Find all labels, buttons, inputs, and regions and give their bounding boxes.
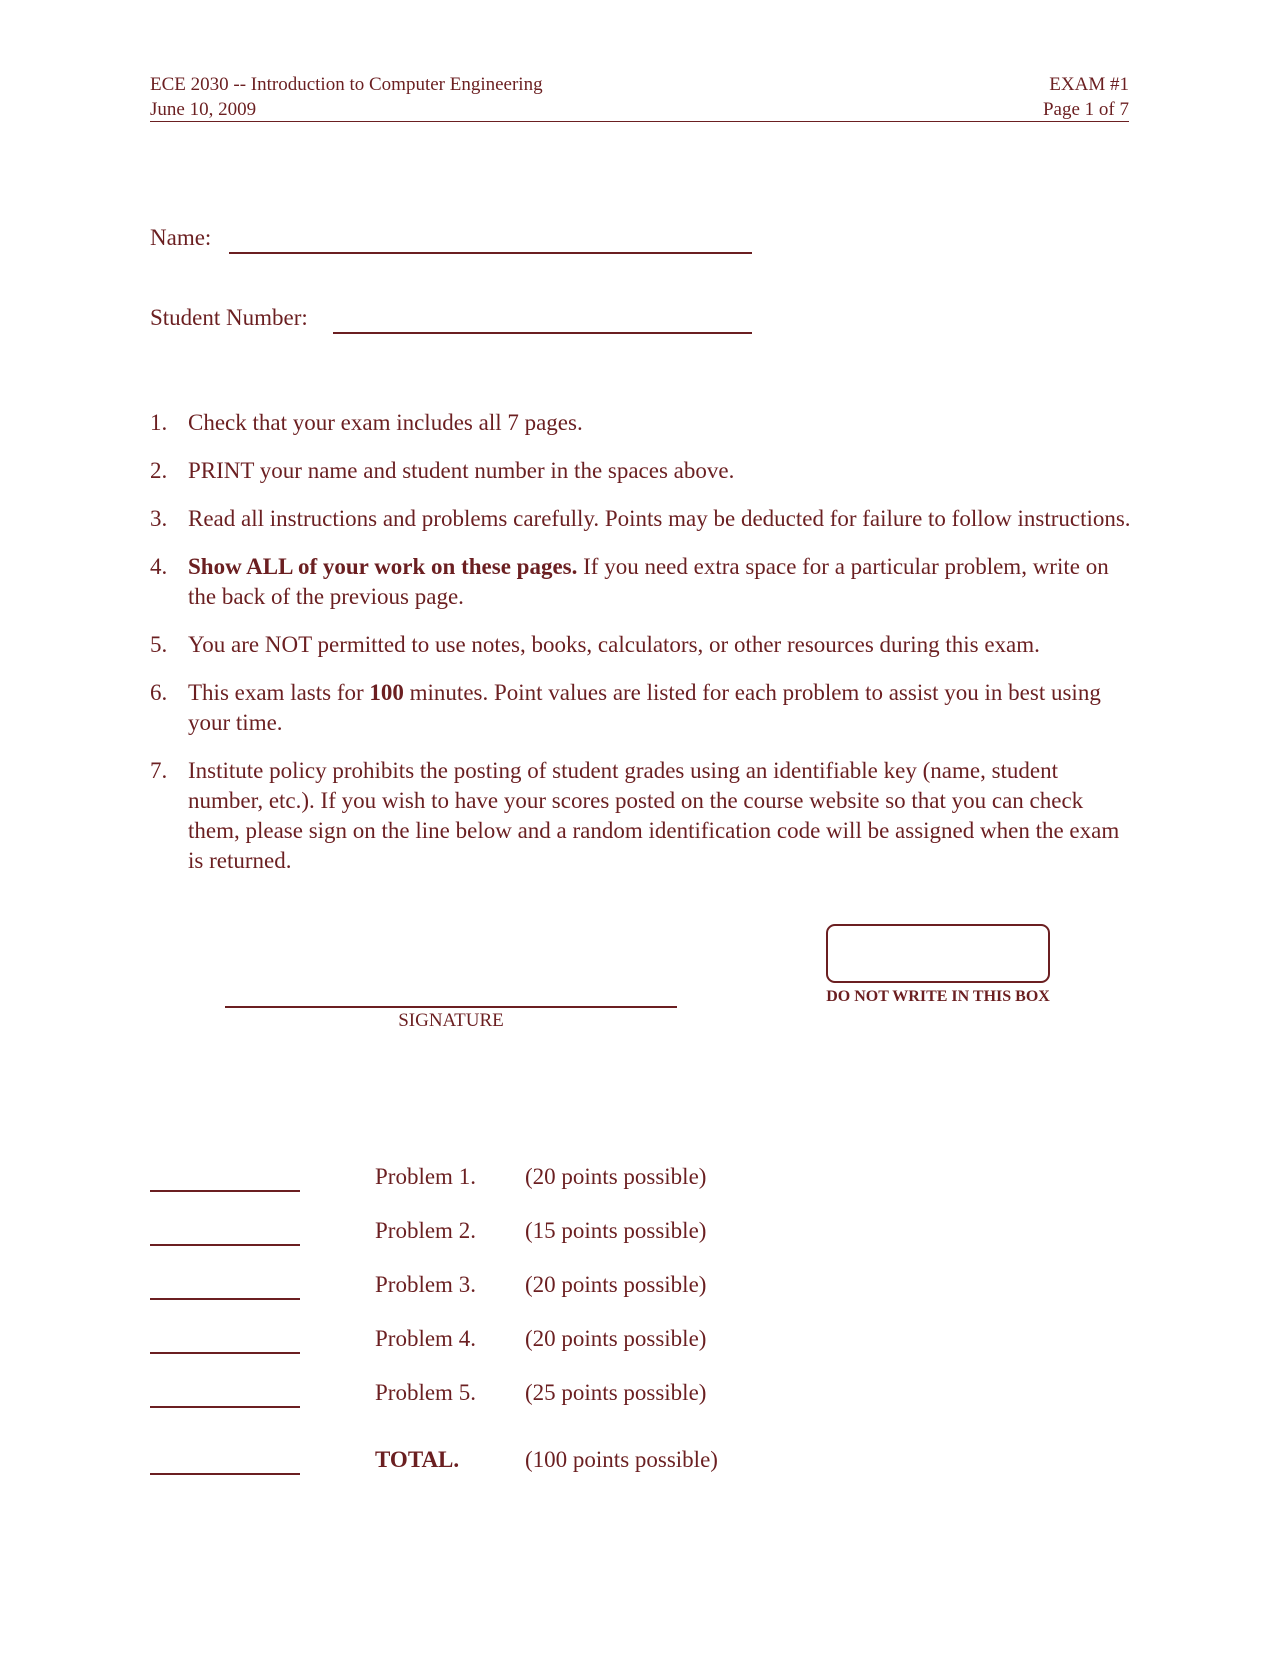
signature-label: SIGNATURE xyxy=(398,1010,504,1031)
instruction-bold-text: Show ALL of your work on these pages. xyxy=(188,554,578,579)
instruction-text: PRINT your name and student number in the spaces above. xyxy=(188,458,735,483)
score-problem: Problem 4. xyxy=(375,1326,476,1351)
instruction-number: 7. xyxy=(150,758,168,783)
score-problem: Problem 2. xyxy=(375,1218,476,1243)
instruction-number: 2. xyxy=(150,458,168,483)
score-total-label: TOTAL. xyxy=(375,1447,460,1472)
score-problem: Problem 5. xyxy=(375,1380,476,1405)
header-rule xyxy=(150,121,1129,122)
score-points: (25 points possible) xyxy=(525,1380,707,1405)
score-row xyxy=(150,1218,950,1252)
instruction-text: If you need extra space for a particular problem, write on the back of the previous page. xyxy=(188,554,1109,609)
score-points: (15 points possible) xyxy=(525,1218,707,1243)
name-label: Name: xyxy=(150,225,212,250)
score-row xyxy=(150,1164,950,1198)
score-row xyxy=(150,1326,950,1360)
score-blank[interactable] xyxy=(150,1473,300,1475)
instruction-number: 1. xyxy=(150,410,168,435)
score-blank[interactable] xyxy=(150,1190,300,1192)
student-number-field[interactable] xyxy=(333,332,752,334)
do-not-write-label: DO NOT WRITE IN THIS BOX xyxy=(826,988,1050,1005)
instruction-item xyxy=(150,756,1135,876)
instruction-item xyxy=(150,408,1135,438)
signature-field[interactable] xyxy=(225,1006,677,1008)
score-row xyxy=(150,1272,950,1306)
score-row-total xyxy=(150,1447,950,1481)
score-problem: Problem 1. xyxy=(375,1164,476,1189)
instruction-text: Read all instructions and problems carefully. Points may be deducted for failure to follow instructions. xyxy=(188,506,1131,531)
instruction-item xyxy=(150,456,1135,486)
score-blank[interactable] xyxy=(150,1298,300,1300)
score-points: (20 points possible) xyxy=(525,1164,707,1189)
instruction-number: 3. xyxy=(150,506,168,531)
page-number: Page 1 of 7 xyxy=(1042,99,1129,120)
score-row xyxy=(150,1380,950,1414)
exam-date: June 10, 2009 xyxy=(150,99,257,120)
student-number-label: Student Number: xyxy=(150,305,308,330)
instruction-number: 4. xyxy=(150,554,168,579)
score-blank[interactable] xyxy=(150,1352,300,1354)
score-points: (20 points possible) xyxy=(525,1326,707,1351)
name-field[interactable] xyxy=(229,252,752,254)
instruction-number: 6. xyxy=(150,680,168,705)
instruction-text: Check that your exam includes all 7 pages. xyxy=(188,410,583,435)
score-blank[interactable] xyxy=(150,1244,300,1246)
score-blank[interactable] xyxy=(150,1406,300,1408)
instruction-item xyxy=(150,504,1135,534)
instructions-list xyxy=(150,408,1135,894)
do-not-write-box xyxy=(826,924,1050,983)
instruction-text: Institute policy prohibits the posting of student grades using an identifiable key (name, student number, etc.). If you wish to have your scores posted on the course website so that you can check them, please sign on the line below and a random identification code will be assigned when the exam is returned. xyxy=(188,758,1120,873)
instruction-item xyxy=(150,678,1135,738)
instruction-text: minutes. Point values are listed for each problem to assist you in best using your time. xyxy=(188,680,1101,735)
instruction-item xyxy=(150,630,1135,660)
score-problem: Problem 3. xyxy=(375,1272,476,1297)
instruction-number: 5. xyxy=(150,632,168,657)
course-title: ECE 2030 -- Introduction to Computer Engineering xyxy=(150,74,543,95)
instruction-item xyxy=(150,552,1135,612)
instruction-text: You are NOT permitted to use notes, books, calculators, or other resources during this exam. xyxy=(188,632,1040,657)
instruction-bold-text: 100 xyxy=(369,680,404,705)
score-points: (20 points possible) xyxy=(525,1272,707,1297)
exam-number: EXAM #1 xyxy=(1049,74,1129,95)
score-points: (100 points possible) xyxy=(525,1447,718,1472)
instruction-text-pre: This exam lasts for xyxy=(188,680,370,705)
